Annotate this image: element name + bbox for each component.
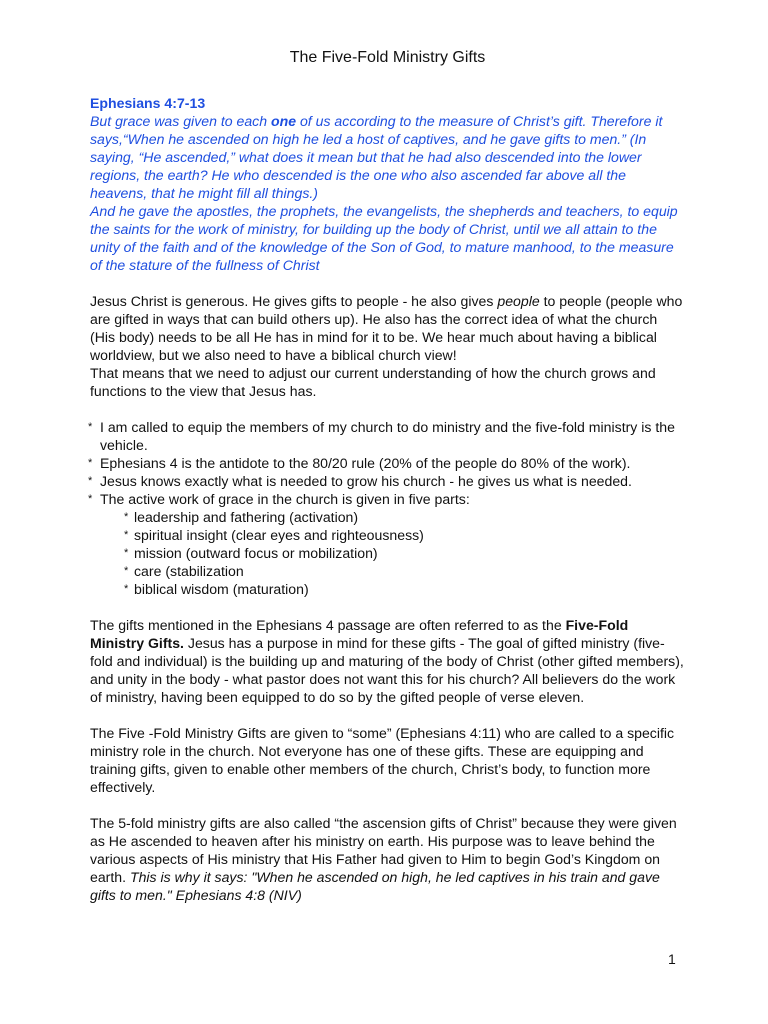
- sub-list-item: * leadership and fathering (activation): [124, 508, 685, 526]
- scripture-verse-1-emphasis: one: [270, 113, 297, 129]
- scripture-verse-1: [90, 112, 685, 202]
- some-paragraph: The Five -Fold Ministry Gifts are given to “some” (Ephesians 4:11) who are called to a specific ministry role in the church. Not everyone has one of these gifts. These are equipping and training gifts, given to enable other members of the church, Christ’s body, to function more effectively.: [90, 725, 675, 795]
- sub-list-item: * spiritual insight (clear eyes and righteousness): [124, 526, 685, 544]
- intro-paragraph: [90, 292, 685, 400]
- intro-text-2: That means that we need to adjust our current understanding of how the church grows and functions to the view that Jesus has.: [90, 365, 656, 399]
- gifts-paragraph: [90, 616, 685, 706]
- scripture-passage: [90, 94, 685, 274]
- intro-italic-word: people: [497, 293, 540, 309]
- list-item: * I am called to equip the members of my church to do ministry and the five-fold ministry is the vehicle.: [90, 418, 685, 454]
- gifts-text-a: The gifts mentioned in the Ephesians 4 passage are often referred to as the: [90, 617, 566, 633]
- intro-text-1: [90, 292, 685, 364]
- sub-list-item: * biblical wisdom (maturation): [124, 580, 685, 598]
- page-title: The Five-Fold Ministry Gifts: [289, 49, 486, 66]
- list-item: * Ephesians 4 is the antidote to the 80/20 rule (20% of the people do 80% of the work).: [90, 454, 685, 472]
- intro-text-1b: to people (people who are gifted in ways that can build others up). He also has the correct idea of what the church (His body) needs to be all He has in mind for it to be. We hear much about having a biblical worldview, but we also need to have a biblical church view!: [90, 293, 683, 363]
- sub-list-item: * mission (outward focus or mobilization): [124, 544, 685, 562]
- page-number: 1: [668, 951, 676, 967]
- list-item: * Jesus knows exactly what is needed to grow his church - he gives us what is needed.: [90, 472, 685, 490]
- gifts-bold-term: Five-Fold Ministry Gifts.: [90, 617, 629, 651]
- scripture-verse-2: [90, 202, 685, 274]
- sub-list-item: * care (stabilization: [124, 562, 685, 580]
- ascension-quote: This is why it says: "When he ascended on high, he led captives in his train and gave gifts to men." Ephesians 4:8 (NIV): [90, 869, 660, 903]
- ascension-text: The 5-fold ministry gifts are also called “the ascension gifts of Christ” because they were given as He ascended to heaven after his ministry on earth. His purpose was to leave behind the various aspects of His ministry that His Father had given to Him to begin God’s Kingdom on earth.: [90, 815, 677, 885]
- scripture-reference: Ephesians 4:7-13: [90, 95, 206, 111]
- list-item: [90, 490, 685, 598]
- scripture-verse-1-end: of us according to the measure of Christ’s gift. Therefore it says,“When he ascended on high he led a host of captives, and he gave gifts to men.” (In saying, “He ascended,” what does it mean but that he had also descended into the lower regions, the earth? He who descended is the one who also ascended far above all the heavens, that he might fill all things.): [90, 113, 663, 201]
- intro-text-1a: Jesus Christ is generous. He gives gifts to people - he also gives: [90, 293, 498, 309]
- sub-bullet-list: [100, 508, 685, 598]
- ascension-paragraph: [90, 814, 685, 904]
- gifts-text-b: Jesus has a purpose in mind for these gifts - The goal of gifted ministry (five-fold and individual) is the building up and maturing of the body of Christ (other gifted members), and unity in the body - what pastor does not want this for his church? All believers do the work of ministry, having been equipped to do so by the gifted people of verse eleven.: [90, 635, 684, 705]
- document-body: [90, 48, 685, 922]
- scripture-verse-2-text: And he gave the apostles, the prophets, the evangelists, the shepherds and teachers, to equip the saints for the work of ministry, for building up the body of Christ, until we all attain to the unity of the faith and of the knowledge of the Son of God, to mature manhood, to the measure of the stature of the fullness of Christ: [90, 203, 678, 273]
- scripture-verse-1-start: But grace was given to each: [90, 113, 271, 129]
- bullet-list: [90, 418, 685, 598]
- list-item-text: The active work of grace in the church is given in five parts:: [100, 491, 470, 507]
